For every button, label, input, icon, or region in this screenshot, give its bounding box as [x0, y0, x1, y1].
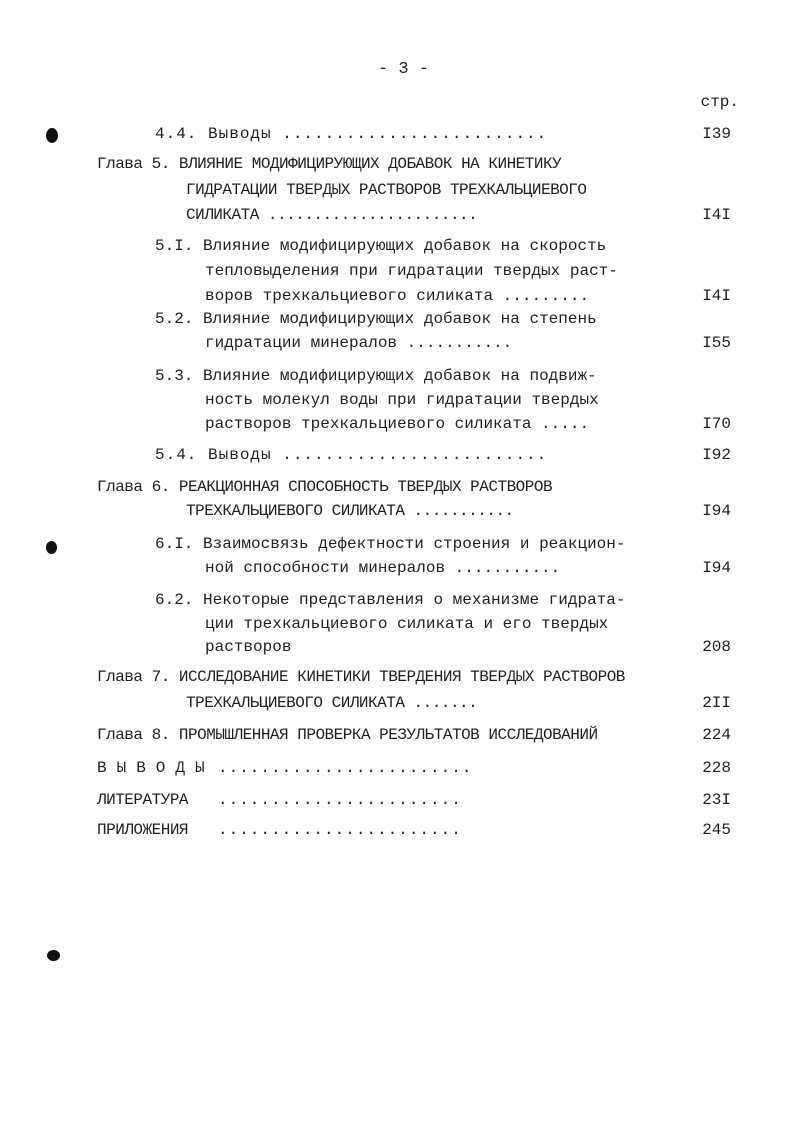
toc-page-number: 245: [702, 821, 731, 839]
page-number: - 3 -: [378, 60, 430, 79]
toc-chapter-heading: ТРЕХКАЛЬЦИЕВОГО СИЛИКАТА .......: [186, 694, 478, 712]
toc-page-number: 23I: [702, 791, 731, 809]
toc-line: 5.4. Выводы .........................: [155, 446, 548, 464]
toc-leader-dots: .......................: [218, 791, 462, 809]
toc-page-number: I70: [702, 415, 731, 433]
toc-page-number: I92: [702, 446, 731, 464]
toc-chapter-heading: ТРЕХКАЛЬЦИЕВОГО СИЛИКАТА ...........: [186, 502, 514, 520]
toc-section-heading: ВЫВОДЫ: [97, 759, 215, 777]
toc-page-number: 2II: [702, 694, 731, 712]
toc-chapter-heading: СИЛИКАТА .......................: [186, 206, 478, 224]
toc-page-number: 228: [702, 759, 731, 777]
toc-page-number: I55: [702, 334, 731, 352]
toc-chapter-heading: ГИДРАТАЦИИ ТВЕРДЫХ РАСТВОРОВ ТРЕХКАЛЬЦИЕВОГО: [186, 181, 587, 199]
toc-chapter-heading: Глава 7. ИССЛЕДОВАНИЕ КИНЕТИКИ ТВЕРДЕНИЯ ТВЕРДЫХ РАСТВОРОВ: [97, 668, 625, 686]
toc-leader-dots: ........................: [218, 759, 473, 777]
toc-chapter-heading: Глава 8. ПРОМЫШЛЕННАЯ ПРОВЕРКА РЕЗУЛЬТАТОВ ИССЛЕДОВАНИЙ: [97, 726, 598, 744]
toc-line: 6.I. Взаимосвязь дефектности строения и реакцион-: [155, 535, 626, 553]
toc-leader-dots: .......................: [218, 821, 462, 839]
toc-page-number: I39: [702, 125, 731, 143]
toc-line: растворов: [205, 638, 292, 656]
pages-column-header: стр.: [700, 93, 739, 111]
toc-line: ции трехкальциевого силиката и его твердых: [205, 615, 609, 633]
toc-chapter-heading: Глава 5. ВЛИЯНИЕ МОДИФИЦИРУЮЩИХ ДОБАВОК НА КИНЕТИКУ: [97, 155, 562, 173]
toc-page-number: 208: [702, 638, 731, 656]
toc-chapter-heading: Глава 6. РЕАКЦИОННАЯ СПОСОБНОСТЬ ТВЕРДЫХ РАСТВОРОВ: [97, 478, 553, 496]
binder-hole-mark: [46, 128, 58, 143]
toc-page-number: I4I: [702, 206, 731, 224]
toc-section-heading: ЛИТЕРАТУРА: [97, 791, 189, 809]
toc-line: тепловыделения при гидратации твердых раст-: [205, 262, 618, 280]
toc-page-number: 224: [702, 726, 731, 744]
toc-line: ной способности минералов ...........: [205, 559, 561, 577]
toc-line: растворов трехкальциевого силиката .....: [205, 415, 590, 433]
toc-line: ность молекул воды при гидратации твердых: [205, 391, 599, 409]
toc-line: 6.2. Некоторые представления о механизме гидрата-: [155, 591, 626, 609]
binder-hole-mark: [46, 541, 57, 554]
toc-section-heading: ПРИЛОЖЕНИЯ: [97, 821, 189, 839]
toc-page-number: I4I: [702, 287, 731, 305]
toc-line: воров трехкальциевого силиката .........: [205, 287, 590, 305]
toc-line: гидратации минералов ...........: [205, 334, 513, 352]
toc-line: 5.2. Влияние модифицирующих добавок на степень: [155, 310, 597, 328]
binder-hole-mark: [47, 950, 60, 961]
toc-page-number: I94: [702, 559, 731, 577]
toc-page-number: I94: [702, 502, 731, 520]
toc-line: 4.4. Выводы .........................: [155, 125, 548, 143]
toc-line: 5.3. Влияние модифицирующих добавок на подвиж-: [155, 367, 597, 385]
toc-line: 5.I. Влияние модифицирующих добавок на скорость: [155, 237, 607, 255]
